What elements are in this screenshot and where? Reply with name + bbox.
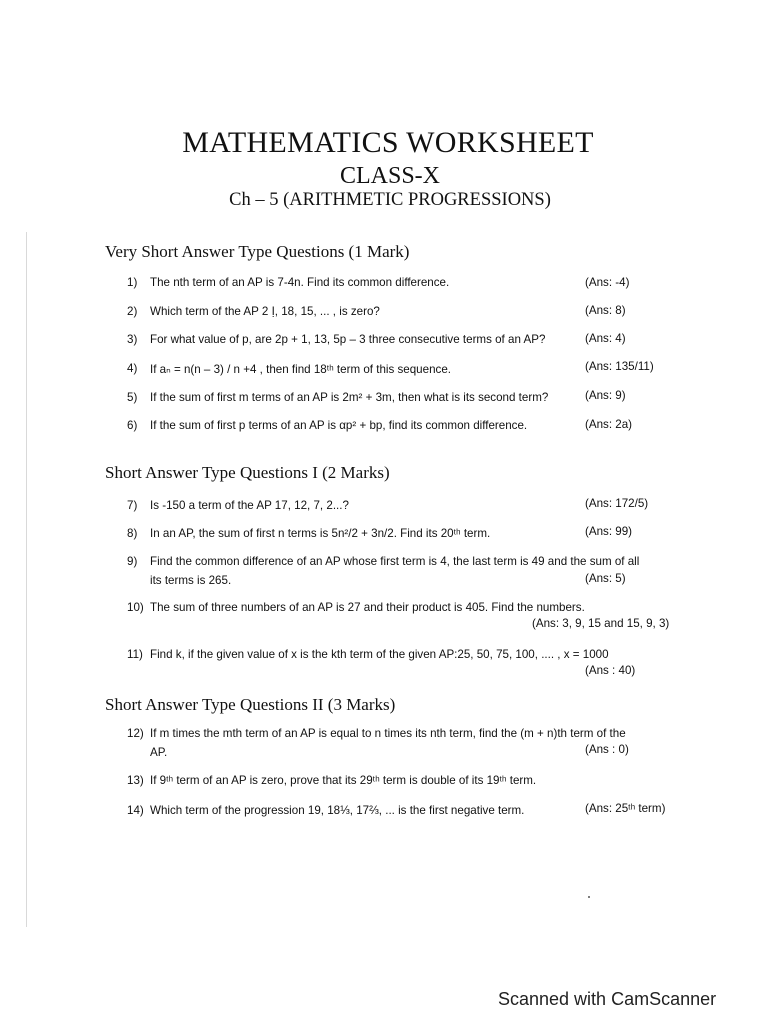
question-text: In an AP, the sum of first n terms is 5n²/2 + 3n/2. Find its 20ᵗʰ term. <box>150 527 491 540</box>
question-text: For what value of p, are 2p + 1, 13, 5p – 3 three consecutive terms of an AP? <box>150 333 546 346</box>
question-number: 3) <box>127 333 138 346</box>
scan-edge-line <box>26 232 27 927</box>
chapter-heading: Ch – 5 (ARITHMETIC PROGRESSIONS) <box>229 190 551 210</box>
answer-text: (Ans: 9) <box>585 389 626 402</box>
question-text: Which term of the AP 2 Ị, 18, 15, ... , is zero? <box>150 305 380 318</box>
answer-text: (Ans: 3, 9, 15 and 15, 9, 3) <box>532 617 670 630</box>
answer-text: (Ans: 4) <box>585 332 626 345</box>
answer-text: (Ans: 135/11) <box>585 360 654 373</box>
question-text: If the sum of first m terms of an AP is 2m² + 3m, then what is its second term? <box>150 391 549 404</box>
question-text: If m times the mth term of an AP is equal to n times its nth term, find the (m + n)th term of the <box>150 727 626 740</box>
answer-text: (Ans: 5) <box>585 572 626 585</box>
question-number: 8) <box>127 527 138 540</box>
question-text: If aₙ = n(n – 3) / n +4 , then find 18ᵗʰ term of this sequence. <box>150 363 451 376</box>
question-number: 7) <box>127 499 138 512</box>
question-text: The sum of three numbers of an AP is 27 and their product is 405. Find the numbers. <box>150 601 585 614</box>
answer-text: (Ans : 40) <box>585 664 636 677</box>
question-number: 1) <box>127 276 138 289</box>
question-text: Find k, if the given value of x is the kth term of the given AP:25, 50, 75, 100, .... , x = 1000 <box>150 648 609 661</box>
question-number: 12) <box>127 727 144 740</box>
question-number: 2) <box>127 305 138 318</box>
section-heading-short-1: Short Answer Type Questions I (2 Marks) <box>105 463 390 482</box>
answer-text: (Ans: 172/5) <box>585 497 649 510</box>
answer-text: (Ans: 2a) <box>585 418 633 431</box>
section-heading-short-2: Short Answer Type Questions II (3 Marks) <box>105 695 396 714</box>
question-text: Find the common difference of an AP whose first term is 4, the last term is 49 and the sum of all <box>150 555 640 568</box>
question-number: 13) <box>127 774 144 787</box>
question-text: If the sum of first p terms of an AP is αp² + bp, find its common difference. <box>150 419 528 432</box>
question-text: The nth term of an AP is 7-4n. Find its common difference. <box>150 276 450 289</box>
section-heading-very-short: Very Short Answer Type Questions (1 Mark) <box>105 242 410 261</box>
question-number: 6) <box>127 419 138 432</box>
answer-text: (Ans: 25ᵗʰ term) <box>585 802 666 815</box>
question-number: 10) <box>127 601 144 614</box>
answer-text: (Ans: 99) <box>585 525 633 538</box>
scan-speck <box>588 896 590 898</box>
question-text: Which term of the progression 19, 18⅓, 17⅔, ... is the first negative term. <box>150 804 525 817</box>
question-number: 11) <box>127 648 143 661</box>
question-text-continued: its terms is 265. <box>150 574 232 587</box>
question-number: 4) <box>127 362 138 375</box>
question-text-continued: AP. <box>150 746 168 759</box>
question-text: If 9ᵗʰ term of an AP is zero, prove that its 29ᵗʰ term is double of its 19ᵗʰ term. <box>150 774 537 787</box>
worksheet-title: MATHEMATICS WORKSHEET <box>182 126 594 159</box>
answer-text: (Ans : 0) <box>585 743 629 756</box>
question-number: 9) <box>127 555 138 568</box>
answer-text: (Ans: -4) <box>585 276 630 289</box>
question-text: Is -150 a term of the AP 17, 12, 7, 2...? <box>150 499 349 512</box>
camscanner-footer: Scanned with CamScanner <box>498 989 717 1009</box>
class-heading: CLASS-X <box>339 163 441 189</box>
question-number: 14) <box>127 804 144 817</box>
answer-text: (Ans: 8) <box>585 304 626 317</box>
question-number: 5) <box>127 391 138 404</box>
